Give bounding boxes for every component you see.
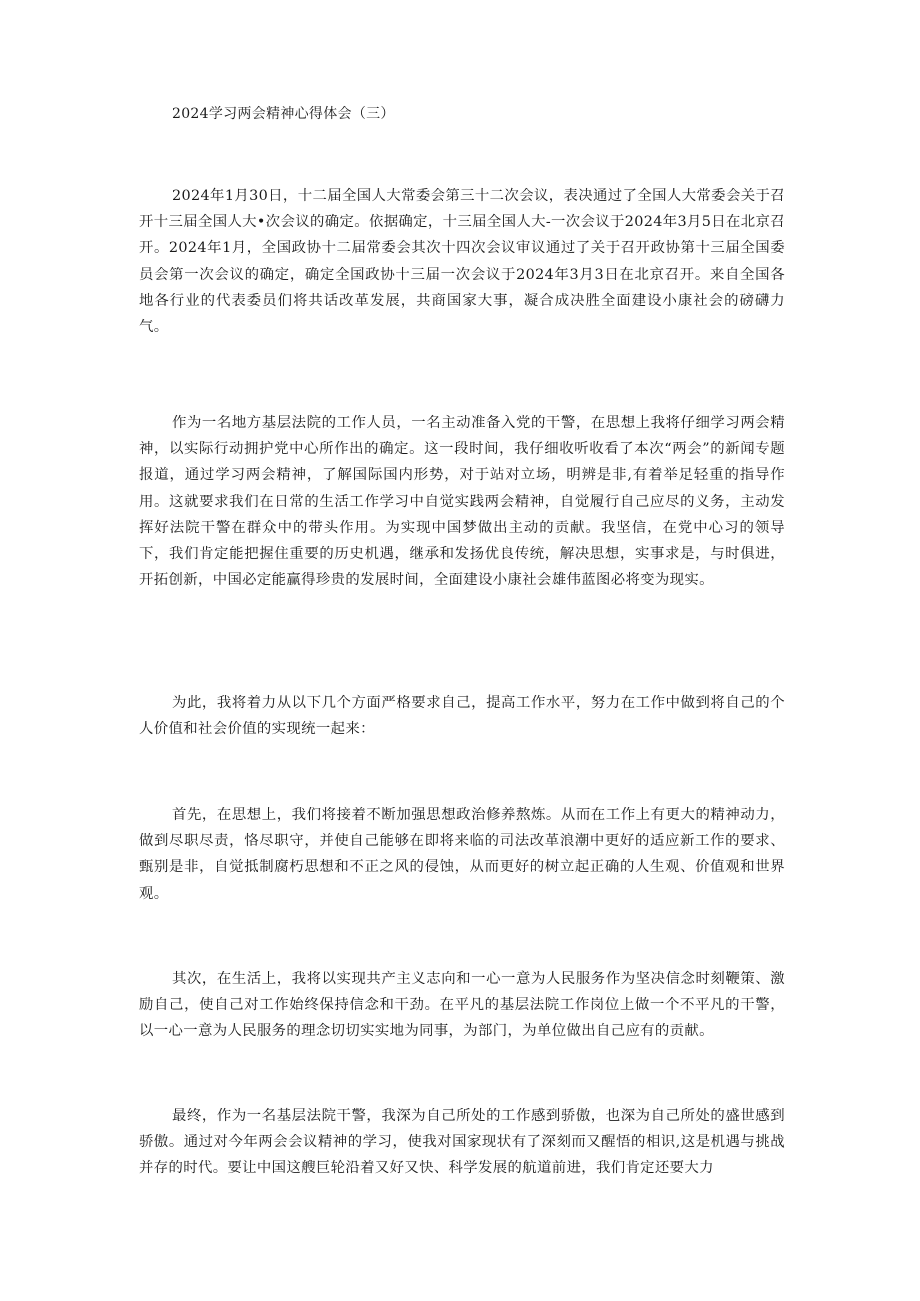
paragraph-3: 为此，我将着力从以下几个方面严格要求自己，提高工作水平，努力在工作中做到将自己的个人价值和社会价值的实现统一起来： [139, 695, 785, 738]
paragraph-4: 首先，在思想上，我们将接着不断加强思想政治修养熬炼。从而在工作上有更大的精神动力，做到尽职尽责，恪尽职守，并使自己能够在即将来临的司法改革浪潮中更好的适应新工作的要求、甄别是非，自觉抵制腐朽思想和不正之风的侵蚀，从而更好的树立起正确的人生观、价值观和世界观。 [139, 807, 785, 902]
paragraph-2: 作为一名地方基层法院的工作人员，一名主动准备入党的干警，在思想上我将仔细学习两会精神，以实际行动拥护党中心所作出的确定。这一段时间，我仔细收听收看了本次“两会”的新闻专题报道，通过学习两会精神，了解国际国内形势，对于站对立场，明辨是非,有着举足轻重的指导作用。这就要求我们在日常的生活工作学习中自觉实践两会精神，自觉履行自己应尽的义务，主动发挥好法院干警在群众中的带头作用。为实现中国梦做出主动的贡献。我坚信，在党中心习的领导下，我们肯定能把握住重要的历史机遇，继承和发扬优良传统，解决思想，实事求是，与时俱进，开拓创新，中国必定能赢得珍贵的发展时间，全面建设小康社会雄伟蓝图必将变为现实。 [139, 415, 785, 589]
paragraph-6: 最终，作为一名基层法院干警，我深为自己所处的工作感到骄傲，也深为自己所处的盛世感到骄傲。通过对今年两会会议精神的学习，使我对国家现状有了深刻而又醒悟的相识,这是机遇与挑战并存的时代。要让中国这艘巨轮沿着又好又快、科学发展的航道前进，我们肯定还要大力 [139, 1108, 785, 1177]
paragraph-1: 2024年1月30日，十二届全国人大常委会第三十二次会议，表决通过了全国人大常委会关于召开十三届全国人大•次会议的确定。依据确定，十三届全国人大-一次会议于2024年3月5日在北京召开。2024年1月，全国政协十二届常委会其次十四次会议审议通过了关于召开政协第十三届全国委员会第一次会议的确定，确定全国政协十三届一次会议于2024年3月3日在北京召开。来自全国各地各行业的代表委员们将共话改革发展，共商国家大事，凝合成决胜全面建设小康社会的磅礴力气。 [139, 188, 785, 336]
paragraph-5: 其次，在生活上，我将以实现共产主义志向和一心一意为人民服务作为坚决信念时刻鞭策、激励自己，使自己对工作始终保持信念和干劲。在平凡的基层法院工作岗位上做一个不平凡的干警，以一心一意为人民服务的理念切切实实地为同事，为部门，为单位做出自己应有的贡献。 [139, 971, 785, 1040]
document-title: 2024学习两会精神心得体会（三） [172, 106, 395, 122]
